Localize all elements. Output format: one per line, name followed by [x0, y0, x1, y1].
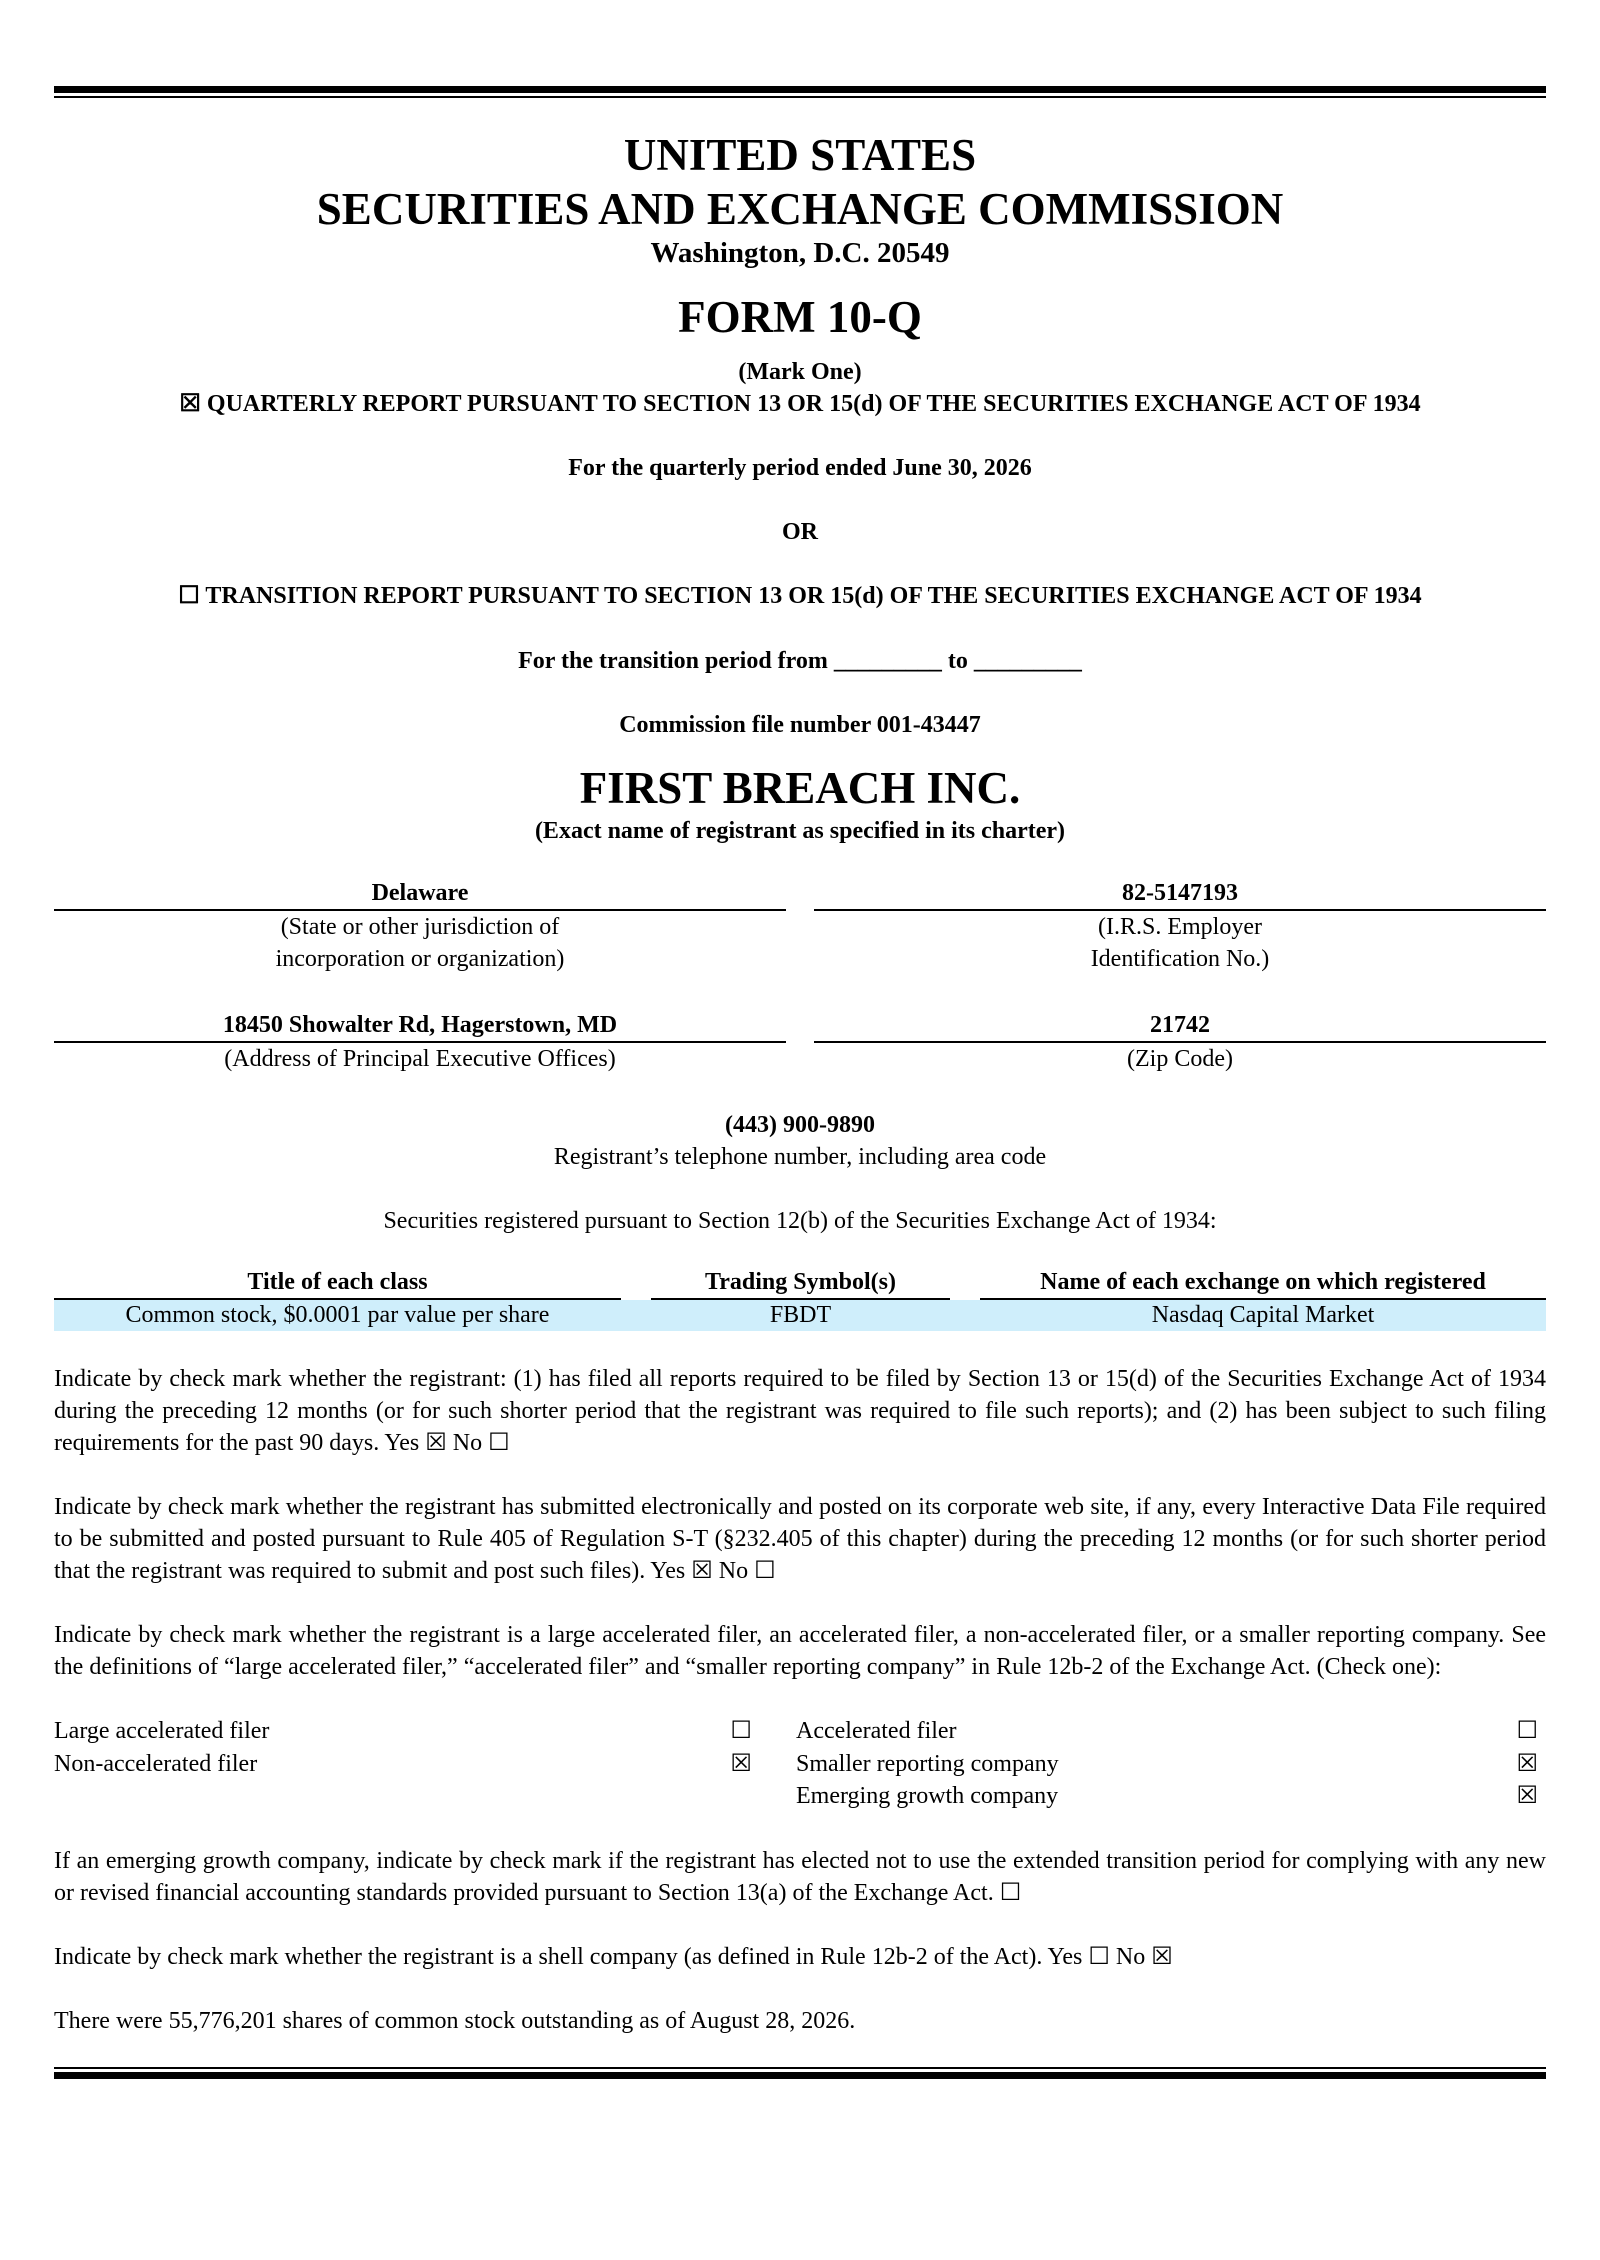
ein-block — [814, 877, 1546, 975]
header-exchange-name: Name of each exchange on which registered — [980, 1267, 1546, 1300]
ein-caption-2: Identification No.) — [1090, 946, 1270, 972]
zip-block — [814, 1009, 1546, 1075]
shares-outstanding-paragraph: There were 55,776,201 shares of common stock outstanding as of August 28, 2026. — [54, 2007, 856, 2034]
bottom-rule — [54, 2067, 1546, 2079]
irs-employer-id: 82-5147193 — [814, 877, 1546, 911]
filing-compliance-paragraph: Indicate by check mark whether the registrant: (1) has filed all reports required to be filed by Section 13 or 15(d) of the Securities Exchange Act of 1934 during the preceding 12 months (or for such shorter period that the registrant was required to file such reports); and (2) has been subject to such filing requirements for the past 90 days. Yes ☒ No ☐ — [54, 1366, 1546, 1456]
zip-code: 21742 — [814, 1009, 1546, 1043]
telephone-number: (443) 900-9890 — [725, 1112, 875, 1138]
zip-caption: (Zip Code) — [1127, 1046, 1233, 1072]
accelerated-checkbox[interactable]: ☐ — [1516, 1718, 1538, 1744]
filer-status-grid — [54, 1715, 1546, 1813]
address-row — [54, 1009, 1546, 1075]
registrant-name: FIRST BREACH INC. — [579, 763, 1021, 813]
header-title-of-class: Title of each class — [54, 1267, 621, 1300]
quarterly-report-line: ☒ QUARTERLY REPORT PURSUANT TO SECTION 13 OR 15(d) OF THE SECURITIES EXCHANGE ACT OF 1934 — [179, 391, 1421, 417]
registrant-name-caption: (Exact name of registrant as specified in its charter) — [534, 818, 1066, 844]
form-title: FORM 10-Q — [678, 292, 922, 342]
quarterly-period: For the quarterly period ended June 30, 2026 — [568, 455, 1032, 481]
agency-line-2: SECURITIES AND EXCHANGE COMMISSION — [316, 184, 1284, 234]
address-caption: (Address of Principal Executive Offices) — [224, 1046, 616, 1072]
top-rule-thin — [54, 96, 1546, 98]
table-row — [54, 1300, 1546, 1331]
large-accelerated-label: Large accelerated filer — [54, 1718, 270, 1744]
top-rule-thick — [54, 86, 1546, 93]
accelerated-label: Accelerated filer — [796, 1718, 957, 1744]
mark-one: (Mark One) — [738, 359, 862, 385]
large-accelerated-checkbox[interactable]: ☐ — [730, 1718, 752, 1744]
smaller-reporting-label: Smaller reporting company — [796, 1750, 1059, 1777]
jurisdiction-row — [54, 877, 1546, 975]
filer-type-paragraph: Indicate by check mark whether the registrant is a large accelerated filer, an accelerated filer, a non-accelerated filer, or a smaller reporting company. See the definitions of “large accelerated filer,” “accelerated filer” and “smaller reporting company” in Rule 12b-2 of the Exchange Act. (Check one): — [54, 1622, 1546, 1680]
emerging-growth-label: Emerging growth company — [796, 1783, 1059, 1809]
trading-symbol: FBDT — [651, 1300, 950, 1331]
ein-caption-1: (I.R.S. Employer — [1098, 914, 1262, 940]
securities-header-row — [54, 1267, 1546, 1300]
filer-row-2 — [54, 1748, 1546, 1781]
agency-header — [54, 128, 1546, 270]
telephone-caption: Registrant’s telephone number, including area code — [553, 1144, 1047, 1170]
filer-row-1 — [54, 1715, 1546, 1748]
form-page — [54, 86, 1546, 2079]
non-accelerated-checkbox[interactable]: ☒ — [730, 1750, 752, 1777]
principal-address: 18450 Showalter Rd, Hagerstown, MD — [54, 1009, 786, 1043]
securities-table — [54, 1267, 1546, 1331]
non-accelerated-label: Non-accelerated filer — [54, 1750, 258, 1777]
interactive-data-paragraph: Indicate by check mark whether the registrant has submitted electronically and posted on its corporate web site, if any, every Interactive Data File required to be submitted and posted pursuant to Rule 405 of Regulation S-T (§232.405 of this chapter) during the preceding 12 months (or for such shorter period that the registrant was required to submit and post such files). Yes ☒ No ☐ — [54, 1494, 1546, 1584]
securities-intro: Securities registered pursuant to Section 12(b) of the Securities Exchange Act of 1934: — [383, 1208, 1217, 1234]
state-block — [54, 877, 786, 975]
transition-period: For the transition period from _________ to _________ — [518, 648, 1082, 674]
agency-location: Washington, D.C. 20549 — [650, 237, 950, 269]
header-trading-symbol: Trading Symbol(s) — [651, 1267, 950, 1300]
filer-row-3 — [54, 1780, 1546, 1813]
agency-line-1: UNITED STATES — [623, 130, 977, 180]
emerging-growth-checkbox[interactable]: ☒ — [1516, 1783, 1538, 1809]
smaller-reporting-checkbox[interactable]: ☒ — [1516, 1750, 1538, 1777]
or-separator: OR — [782, 519, 818, 545]
state-caption-2: incorporation or organization) — [275, 946, 565, 972]
commission-file-number: Commission file number 001-43447 — [619, 712, 981, 738]
emerging-growth-paragraph: If an emerging growth company, indicate by check mark if the registrant has elected not to use the extended transition period for complying with any new or revised financial accounting standards provided pursuant to Section 13(a) of the Exchange Act. ☐ — [54, 1847, 1546, 1906]
state-caption-1: (State or other jurisdiction of — [280, 914, 560, 940]
shell-company-paragraph: Indicate by check mark whether the registrant is a shell company (as defined in Rule 12b-2 of the Act). Yes ☐ No ☒ — [54, 1943, 1173, 1970]
address-block — [54, 1009, 786, 1075]
exchange-name: Nasdaq Capital Market — [980, 1300, 1546, 1331]
state-of-incorporation: Delaware — [54, 877, 786, 911]
security-title: Common stock, $0.0001 par value per share — [54, 1300, 621, 1331]
transition-report-line: ☐ TRANSITION REPORT PURSUANT TO SECTION 13 OR 15(d) OF THE SECURITIES EXCHANGE ACT OF 1934 — [178, 583, 1422, 609]
